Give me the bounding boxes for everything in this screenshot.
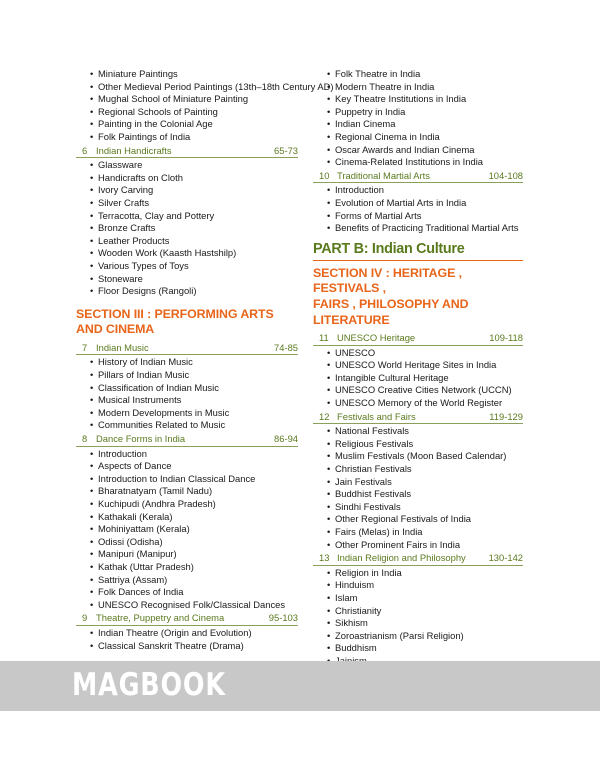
- chapter-8-topics: [76, 448, 298, 612]
- toc-topic-item: • Evolution of Martial Arts in India: [313, 197, 523, 210]
- toc-topic-item: • UNESCO World Heritage Sites in India: [313, 359, 523, 372]
- toc-topic-item: • Kathakali (Kerala): [76, 511, 298, 524]
- toc-topic-item: • Forms of Martial Arts: [313, 210, 523, 223]
- toc-topic-item: • Mohiniyattam (Kerala): [76, 523, 298, 536]
- painting-subtopics-list: [76, 68, 334, 144]
- toc-topic-item: • Modern Developments in Music: [76, 407, 298, 420]
- chapter-number: 6: [82, 144, 88, 156]
- chapter-title: Traditional Martial Arts: [337, 169, 430, 181]
- toc-topic-item: • Kathak (Uttar Pradesh): [76, 561, 298, 574]
- toc-topic-item: • Pillars of Indian Music: [76, 369, 298, 382]
- chapter-pages: 86-94: [274, 433, 298, 445]
- toc-topic-item: • Buddhism: [313, 642, 523, 655]
- magbook-logo: MAGBOOK: [72, 667, 226, 703]
- toc-topic-item: • Bharatnatyam (Tamil Nadu): [76, 485, 298, 498]
- toc-chapter-13[interactable]: [313, 552, 523, 566]
- section-heading-line: SECTION III : PERFORMING ARTS: [76, 306, 274, 321]
- chapter-11-topics: [313, 347, 523, 410]
- toc-topic-item: • Odissi (Odisha): [76, 536, 298, 549]
- toc-topic-item: • Painting in the Colonial Age: [76, 118, 298, 131]
- chapter-number: 8: [82, 433, 88, 445]
- toc-topic-item: • Leather Products: [76, 235, 298, 248]
- chapter-number: 11: [319, 332, 329, 344]
- chapter-7-topics: [76, 356, 298, 432]
- toc-topic-item: • Introduction: [76, 448, 298, 461]
- toc-topic-item: • Islam: [313, 592, 523, 605]
- toc-topic-item: • Jain Festivals: [313, 476, 523, 489]
- toc-topic-item: • Introduction to Indian Classical Dance: [76, 473, 298, 486]
- toc-topic-item: • Musical Instruments: [76, 394, 298, 407]
- toc-topic-item: • Various Types of Toys: [76, 260, 298, 273]
- toc-topic-item: • Indian Theatre (Origin and Evolution): [76, 627, 298, 640]
- chapter-number: 7: [82, 341, 88, 353]
- chapter-number: 13: [319, 552, 330, 564]
- toc-topic-item: • Bronze Crafts: [76, 222, 298, 235]
- chapter-pages: 74-85: [274, 341, 298, 353]
- chapter-6-topics: [76, 159, 298, 298]
- toc-topic-item: • Muslim Festivals (Moon Based Calendar): [313, 450, 523, 463]
- chapter-title: Theatre, Puppetry and Cinema: [96, 612, 225, 624]
- theatre-cinema-topics-list: [313, 68, 523, 169]
- toc-topic-item: • UNESCO Creative Cities Network (UCCN): [313, 384, 523, 397]
- toc-chapter-11[interactable]: [313, 332, 523, 346]
- toc-topic-item: • Christianity: [313, 605, 523, 618]
- chapter-10-topics: [313, 184, 523, 234]
- toc-chapter-7[interactable]: [76, 342, 298, 356]
- part-b-heading: PART B: Indian Culture: [313, 240, 523, 261]
- toc-topic-item: • Stoneware: [76, 273, 298, 286]
- toc-topic-item: • Christian Festivals: [313, 463, 523, 476]
- chapter-12-topics: [313, 425, 523, 551]
- toc-topic-item: • Silver Crafts: [76, 197, 298, 210]
- toc-topic-item: • Other Prominent Fairs in India: [313, 539, 523, 552]
- chapter-number: 12: [319, 410, 330, 422]
- toc-chapter-6[interactable]: [76, 145, 298, 159]
- toc-topic-item: • Other Medieval Period Paintings (13th–18th Century AD): [76, 81, 298, 94]
- toc-chapter-12[interactable]: [313, 411, 523, 425]
- toc-topic-item: • Buddhist Festivals: [313, 488, 523, 501]
- chapter-title: Indian Music: [96, 341, 149, 353]
- toc-topic-item: • Classical Sanskrit Theatre (Drama): [76, 640, 298, 653]
- chapter-title: Dance Forms in India: [96, 433, 186, 445]
- toc-topic-item: • Aspects of Dance: [76, 460, 298, 473]
- toc-topic-item: • Sindhi Festivals: [313, 501, 523, 514]
- chapter-title: Indian Handicrafts: [96, 144, 172, 156]
- toc-topic-item: • Ivory Carving: [76, 184, 298, 197]
- toc-topic-item: • Other Regional Festivals of India: [313, 513, 523, 526]
- section-3-heading: [76, 307, 298, 338]
- toc-topic-item: • Floor Designs (Rangoli): [76, 285, 298, 298]
- toc-topic-item: • History of Indian Music: [76, 356, 298, 369]
- chapter-title: Festivals and Fairs: [337, 410, 416, 422]
- toc-topic-item: • Indian Cinema: [313, 118, 523, 131]
- toc-topic-item: • Religion in India: [313, 567, 523, 580]
- chapter-pages: 95-103: [268, 612, 298, 624]
- chapter-pages: 65-73: [274, 144, 298, 156]
- toc-topic-item: • Folk Paintings of India: [76, 131, 298, 144]
- toc-topic-item: • Manipuri (Manipur): [76, 548, 298, 561]
- toc-topic-item: • Sattriya (Assam): [76, 574, 298, 587]
- footer-band: [0, 661, 600, 711]
- toc-topic-item: • Glassware: [76, 159, 298, 172]
- toc-topic-item: • Regional Schools of Painting: [76, 106, 298, 119]
- toc-topic-item: • Modern Theatre in India: [313, 81, 523, 94]
- toc-topic-item: • Folk Theatre in India: [313, 68, 523, 81]
- chapter-number: 9: [82, 612, 88, 624]
- toc-topic-item: • Religious Festivals: [313, 438, 523, 451]
- section-4-heading: [313, 266, 523, 328]
- toc-topic-item: • Oscar Awards and Indian Cinema: [313, 144, 523, 157]
- toc-topic-item: • UNESCO Memory of the World Register: [313, 397, 523, 410]
- toc-topic-item: • Classification of Indian Music: [76, 382, 298, 395]
- toc-topic-item: • National Festivals: [313, 425, 523, 438]
- toc-topic-item: • Terracotta, Clay and Pottery: [76, 210, 298, 223]
- chapter-title: UNESCO Heritage: [337, 332, 416, 344]
- toc-topic-item: • Benefits of Practicing Traditional Martial Arts: [313, 222, 523, 235]
- toc-chapter-10[interactable]: [313, 170, 523, 184]
- toc-topic-item: • Key Theatre Institutions in India: [313, 93, 523, 106]
- toc-topic-item: • Communities Related to Music: [76, 419, 298, 432]
- chapter-title: Indian Religion and Philosophy: [337, 552, 466, 564]
- toc-topic-item: • Wooden Work (Kaasth Hastshilp): [76, 247, 298, 260]
- toc-topic-item: • Cinema-Related Institutions in India: [313, 156, 523, 169]
- chapter-pages: 109-118: [489, 332, 523, 344]
- toc-topic-item: • UNESCO Recognised Folk/Classical Dances: [76, 599, 298, 612]
- toc-topic-item: • Puppetry in India: [313, 106, 523, 119]
- chapter-number: 10: [319, 169, 330, 181]
- section-heading-line: FAIRS , PHILOSOPHY AND LITERATURE: [313, 296, 469, 327]
- chapter-pages: 130-142: [488, 552, 523, 564]
- toc-topic-item: • Folk Dances of India: [76, 586, 298, 599]
- toc-topic-item: • Intangible Cultural Heritage: [313, 372, 523, 385]
- toc-right-column: [313, 68, 523, 693]
- toc-topic-item: • Introduction: [313, 184, 523, 197]
- toc-topic-item: • UNESCO: [313, 347, 523, 360]
- toc-topic-item: • Zoroastrianism (Parsi Religion): [313, 630, 523, 643]
- toc-topic-item: • Handicrafts on Cloth: [76, 172, 298, 185]
- section-heading-line: AND CINEMA: [76, 322, 155, 337]
- toc-topic-item: • Kuchipudi (Andhra Pradesh): [76, 498, 298, 511]
- section-heading-line: SECTION IV : HERITAGE , FESTIVALS ,: [313, 265, 462, 296]
- toc-topic-item: • Sikhism: [313, 617, 523, 630]
- toc-topic-item: • Fairs (Melas) in India: [313, 526, 523, 539]
- toc-topic-item: • Mughal School of Miniature Painting: [76, 93, 298, 106]
- chapter-pages: 119-129: [489, 410, 523, 422]
- chapter-pages: 104-108: [488, 169, 523, 181]
- toc-chapter-9[interactable]: [76, 612, 298, 626]
- toc-topic-item: • Miniature Paintings: [76, 68, 298, 81]
- toc-topic-item: • Regional Cinema in India: [313, 131, 523, 144]
- toc-chapter-8[interactable]: [76, 433, 298, 447]
- toc-topic-item: • Hinduism: [313, 579, 523, 592]
- chapter-9-topics: [76, 627, 298, 652]
